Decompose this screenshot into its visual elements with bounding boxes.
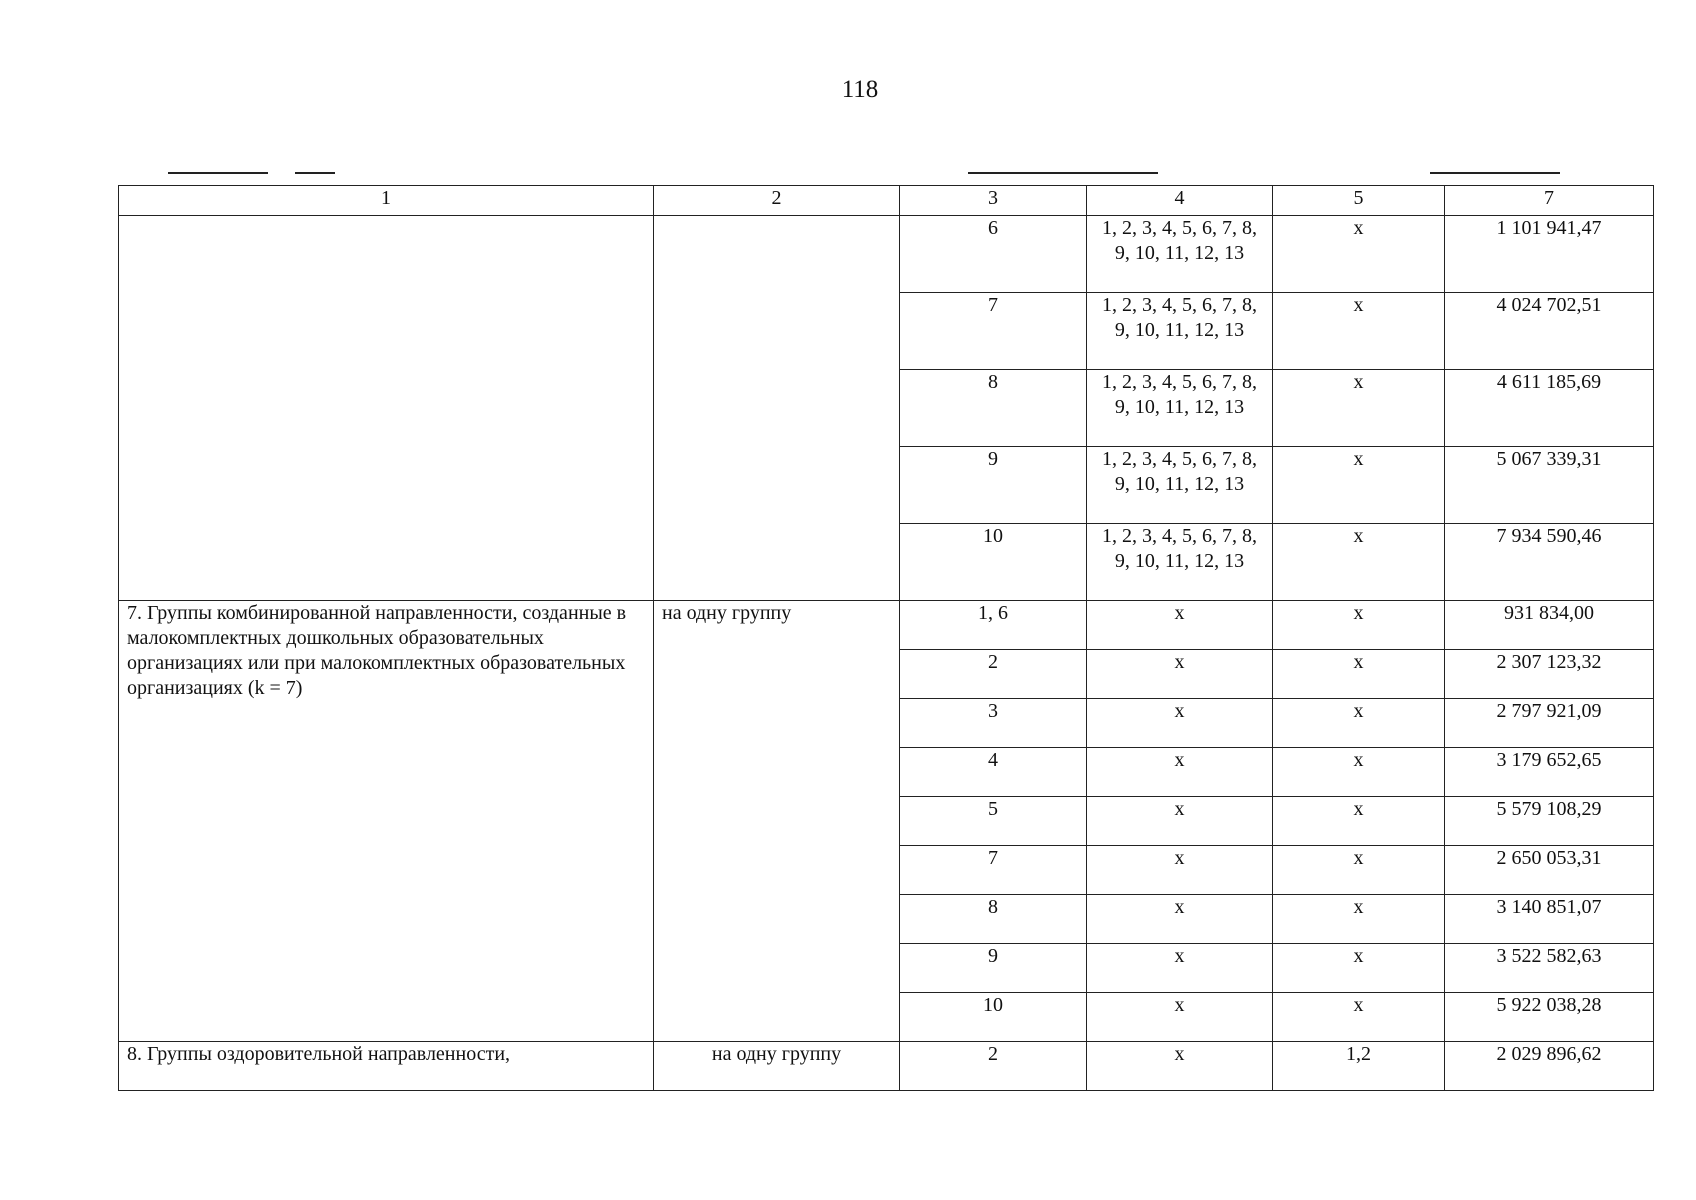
cell-col5: х (1273, 524, 1445, 601)
cell-col5: х (1273, 846, 1445, 895)
cell-col4: х (1087, 748, 1273, 797)
column-number-row (119, 186, 1654, 216)
cell-col4: х (1087, 797, 1273, 846)
cell-col7: 5 579 108,29 (1445, 797, 1654, 846)
cell-col5: х (1273, 944, 1445, 993)
cell-col3: 9 (900, 944, 1087, 993)
cell-col3: 7 (900, 846, 1087, 895)
cell-col5: х (1273, 370, 1445, 447)
cell-col7: 7 934 590,46 (1445, 524, 1654, 601)
cell-col7: 4 024 702,51 (1445, 293, 1654, 370)
scan-artifact-line (968, 172, 1158, 174)
cell-col7: 3 140 851,07 (1445, 895, 1654, 944)
scan-artifact-line (295, 172, 335, 174)
group-7-unit: на одну группу (654, 601, 900, 1042)
column-header: 4 (1087, 186, 1273, 216)
cell-col4: х (1087, 699, 1273, 748)
cell-col5: х (1273, 993, 1445, 1042)
cell-col4: х (1087, 895, 1273, 944)
tariff-table (118, 185, 1654, 1091)
cell-col4: х (1087, 846, 1273, 895)
unit-cell-empty (654, 216, 900, 601)
cell-col4: 1, 2, 3, 4, 5, 6, 7, 8, 9, 10, 11, 12, 13 (1087, 370, 1273, 447)
cell-col7: 4 611 185,69 (1445, 370, 1654, 447)
cell-col5: х (1273, 447, 1445, 524)
column-header: 2 (654, 186, 900, 216)
cell-col5: х (1273, 895, 1445, 944)
cell-col3: 10 (900, 524, 1087, 601)
cell-col3: 4 (900, 748, 1087, 797)
cell-col4: х (1087, 944, 1273, 993)
page-number: 118 (841, 76, 879, 103)
group-7-name: 7. Группы комбинированной направленности, созданные в малокомплектных дошкольных образовательных организациях или при малокомплектных образовательных организациях (k = 7) (119, 601, 654, 1042)
group-8-name: 8. Группы оздоровительной направленности, (119, 1042, 654, 1091)
cell-col4: 1, 2, 3, 4, 5, 6, 7, 8, 9, 10, 11, 12, 13 (1087, 524, 1273, 601)
cell-col4: х (1087, 993, 1273, 1042)
cell-col7: 3 179 652,65 (1445, 748, 1654, 797)
cell-col3: 8 (900, 895, 1087, 944)
cell-col5: х (1273, 650, 1445, 699)
cell-col5: х (1273, 216, 1445, 293)
cell-col7: 1 101 941,47 (1445, 216, 1654, 293)
cell-col7: 5 067 339,31 (1445, 447, 1654, 524)
cell-col7: 931 834,00 (1445, 601, 1654, 650)
cell-col3: 3 (900, 699, 1087, 748)
cell-col7: 2 650 053,31 (1445, 846, 1654, 895)
cell-col4: 1, 2, 3, 4, 5, 6, 7, 8, 9, 10, 11, 12, 13 (1087, 293, 1273, 370)
cell-col4: х (1087, 1042, 1273, 1091)
cell-col7: 5 922 038,28 (1445, 993, 1654, 1042)
cell-col7: 2 797 921,09 (1445, 699, 1654, 748)
cell-col5: х (1273, 748, 1445, 797)
cell-col4: 1, 2, 3, 4, 5, 6, 7, 8, 9, 10, 11, 12, 13 (1087, 216, 1273, 293)
column-header: 7 (1445, 186, 1654, 216)
table-row (119, 1042, 1654, 1091)
column-header: 1 (119, 186, 654, 216)
cell-col4: х (1087, 650, 1273, 699)
group-8-unit: на одну группу (654, 1042, 900, 1091)
cell-col3: 8 (900, 370, 1087, 447)
cell-col3: 7 (900, 293, 1087, 370)
cell-col3: 10 (900, 993, 1087, 1042)
cell-col7: 3 522 582,63 (1445, 944, 1654, 993)
cell-col5: 1,2 (1273, 1042, 1445, 1091)
cell-col3: 2 (900, 1042, 1087, 1091)
cell-col5: х (1273, 601, 1445, 650)
table-row (119, 601, 1654, 650)
cell-col5: х (1273, 293, 1445, 370)
column-header: 3 (900, 186, 1087, 216)
group-name-cell-empty (119, 216, 654, 601)
cell-col4: х (1087, 601, 1273, 650)
cell-col3: 6 (900, 216, 1087, 293)
cell-col5: х (1273, 699, 1445, 748)
scan-artifact-line (1430, 172, 1560, 174)
cell-col5: х (1273, 797, 1445, 846)
cell-col7: 2 029 896,62 (1445, 1042, 1654, 1091)
cell-col3: 1, 6 (900, 601, 1087, 650)
cell-col3: 5 (900, 797, 1087, 846)
table-row (119, 216, 1654, 293)
cell-col4: 1, 2, 3, 4, 5, 6, 7, 8, 9, 10, 11, 12, 13 (1087, 447, 1273, 524)
scan-artifact-line (168, 172, 268, 174)
cell-col3: 9 (900, 447, 1087, 524)
cell-col7: 2 307 123,32 (1445, 650, 1654, 699)
cell-col3: 2 (900, 650, 1087, 699)
column-header: 5 (1273, 186, 1445, 216)
